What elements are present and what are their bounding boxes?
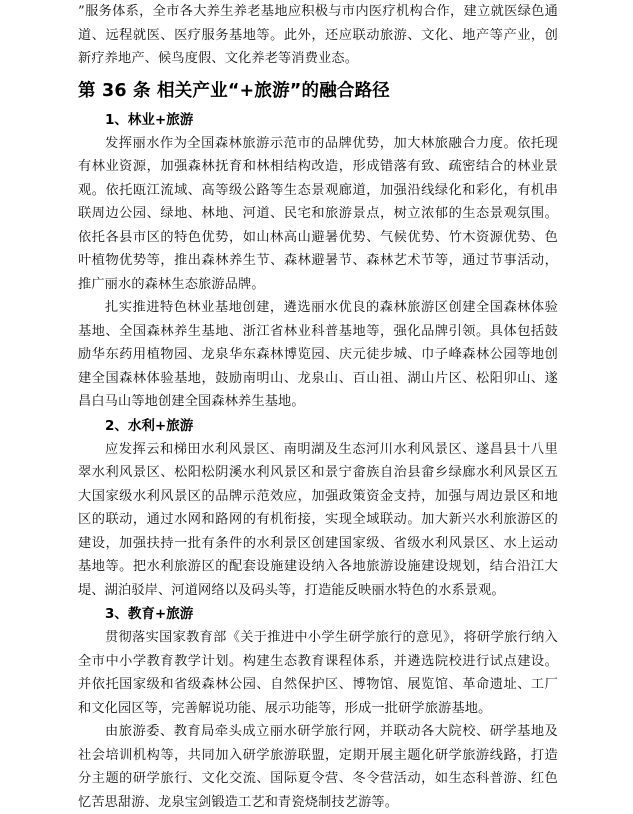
education-paragraph-2: 由旅游委、教育局牵头成立丽水研学旅行网，并联动各大院校、研学基地及社会培训机构等，共同加入研学旅游联盟，定期开展主题化研学旅游线路，打造分主题的研学旅行、文化交流、国际夏令营、冬令营活动，如生态科普游、红色忆苦思甜游、龙泉宝剑锻造工艺和青瓷烧制技艺游等。 — [78, 724, 558, 810]
section-heading-education: 3、教育+旅游 — [105, 606, 194, 622]
forestry-paragraph-2: 扎实推进特色林业基地创建，遴选丽水优良的森林旅游区创建全国森林体验基地、全国森林养生基地、浙江省林业科普基地等，强化品牌引领。具体包括鼓励华东药用植物园、龙泉华东森林博览园、庆元徒步城、巾子峰森林公园等地创建全国森林体验基地，鼓励南明山、龙泉山、百山祖、湖山片区、松阳卯山、遂昌白马山等地创建全国森林养生基地。 — [78, 300, 558, 409]
section-heading-water: 2、水利+旅游 — [105, 417, 194, 434]
section-heading-forestry: 1、林业+旅游 — [105, 111, 194, 128]
article-title: 第 36 条 相关产业“+旅游”的融合路径 — [78, 80, 390, 101]
water-paragraph-1: 应发挥云和梯田水利风景区、南明湖及生态河川水利风景区、遂昌县十八里翠水利风景区、松阳松阴溪水利风景区和景宁畲族自治县畲乡绿廊水利风景区五大国家级水利风景区的品牌示范效应，加强政策资金支持，加强与周边景区和地区的联动，通过水网和路网的有机衔接，实现全域联动。加大新兴水利旅游区的建设，加强扶持一批有条件的水利景区创建国家级、省级水利风景区、水上运动基地等。把水利旅游区的配套设施建设纳入各地旅游设施建设规划，结合沿江大堤、湖泊驳岸、河道网络以及码头等，打造能反映丽水特色的水系景观。 — [78, 441, 558, 598]
intro-paragraph: ”服务体系，全市各大养生养老基地应积极与市内医疗机构合作，建立就医绿色通道、远程就医、医疗服务基地等。此外，还应联动旅游、文化、地产等产业，创新疗养地产、候鸟度假、文化养老等消费业态。 — [78, 4, 558, 66]
forestry-paragraph-1: 发挥丽水作为全国森林旅游示范市的品牌优势，加大林旅融合力度。依托现有林业资源，加强森林抚育和林相结构改造，形成错落有致、疏密结合的林业景观。依托瓯江流域、高等级公路等生态景观廊道，加强沿线绿化和彩化，有机串联周边公园、绿地、林地、河道、民宅和旅游景点，树立浓郁的生态景观氛围。依托各县市区的特色优势，如山林高山避暑优势、气候优势、竹木资源优势、色叶植物优势等，推出森林养生节、森林避暑节、森林艺术节等，通过节事活动，推广丽水的森林生态旅游品牌。 — [78, 135, 558, 292]
education-paragraph-1: 贯彻落实国家教育部《关于推进中小学生研学旅行的意见》，将研学旅行纳入全市中小学教育教学计划。构建生态教育课程体系，并遴选院校进行试点建设。并依托国家级和省级森林公园、自然保护区、博物馆、展览馆、革命遗址、工厂和文化园区等，完善解说功能、展示功能等，形成一批研学旅游基地。 — [78, 630, 558, 716]
document-page — [78, 0, 558, 810]
